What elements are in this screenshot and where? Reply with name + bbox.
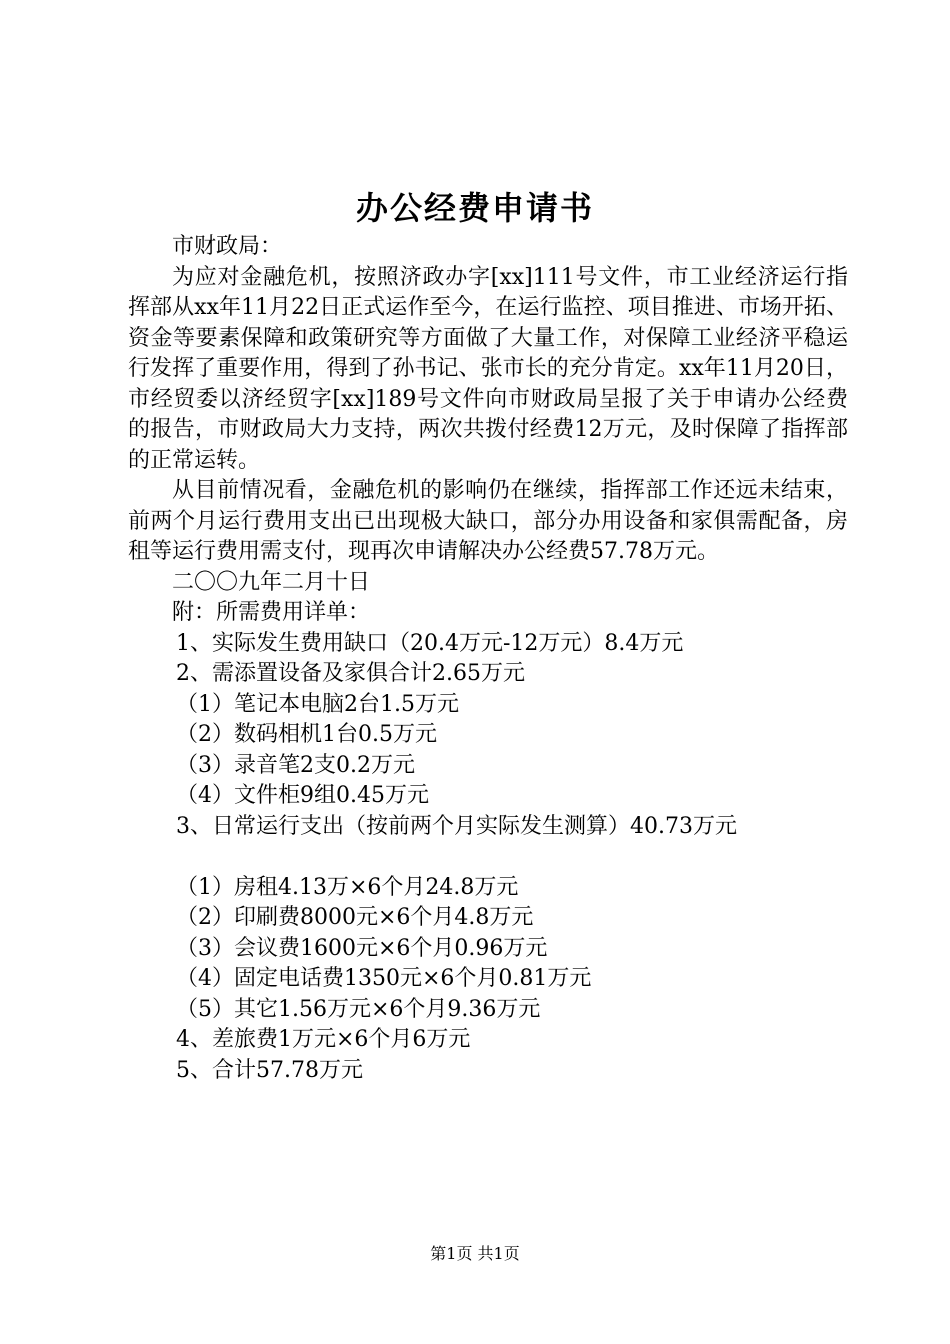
document-title: 办公经费申请书 [355,189,594,227]
paragraph-1: 为应对金融危机，按照济政办字[xx]111号文件，市工业经济运行指挥部从xx年11月22日正式运作至今，在运行监控、项目推进、市场开拓、资金等要素保障和政策研究等方面做了大量工作，对保障工业经济平稳运行发挥了重要作用，得到了孙书记、张市长的充分肯定。xx年11月20日，市经贸委以济经贸字[xx]189号文件向市财政局呈报了关于申请办公经费的报告，市财政局大力支持，两次共拨付经费12万元，及时保障了指挥部的正常运转。 [128,264,848,473]
list-item-1: 1、实际发生费用缺口（20.4万元-12万元）8.4万元 [176,630,684,656]
list-subitem-2-4: （4）文件柜9组0.45万元 [176,783,429,808]
list-subitem-3-3: （3）会议费1600元×6个月0.96万元 [176,935,548,961]
list-subitem-3-5: （5）其它1.56万元×6个月9.36万元 [176,996,541,1022]
list-subitem-3-1: （1）房租4.13万×6个月24.8万元 [176,874,519,900]
document-date: 二〇〇九年二月十日 [172,569,371,595]
list-subitem-2-2: （2）数码相机1台0.5万元 [176,722,437,747]
document-body [128,232,848,1086]
list-subitem-2-1: （1）笔记本电脑2台1.5万元 [176,691,459,717]
attachment-heading: 附：所需费用详单： [172,600,371,625]
list-item-2: 2、需添置设备及家俱合计2.65万元 [176,661,525,686]
salutation: 市财政局： [172,234,283,259]
paragraph-2: 从目前情况看，金融危机的影响仍在继续，指挥部工作还远未结束，前两个月运行费用支出已出现极大缺口，部分办用设备和家俱需配备，房租等运行费用需支付，现再次申请解决办公经费57.78万元。 [128,478,848,564]
list-subitem-2-3: （3）录音笔2支0.2万元 [176,752,415,778]
list-subitem-3-4: （4）固定电话费1350元×6个月0.81万元 [176,966,592,991]
list-item-3: 3、日常运行支出（按前两个月实际发生测算）40.73万元 [176,813,737,839]
list-item-5: 5、合计57.78万元 [176,1057,363,1083]
list-item-4: 4、差旅费1万元×6个月6万元 [176,1027,471,1052]
page-footer: 第1页 共1页 [430,1244,520,1263]
blank-line [128,842,848,873]
list-subitem-3-2: （2）印刷费8000元×6个月4.8万元 [176,905,534,930]
